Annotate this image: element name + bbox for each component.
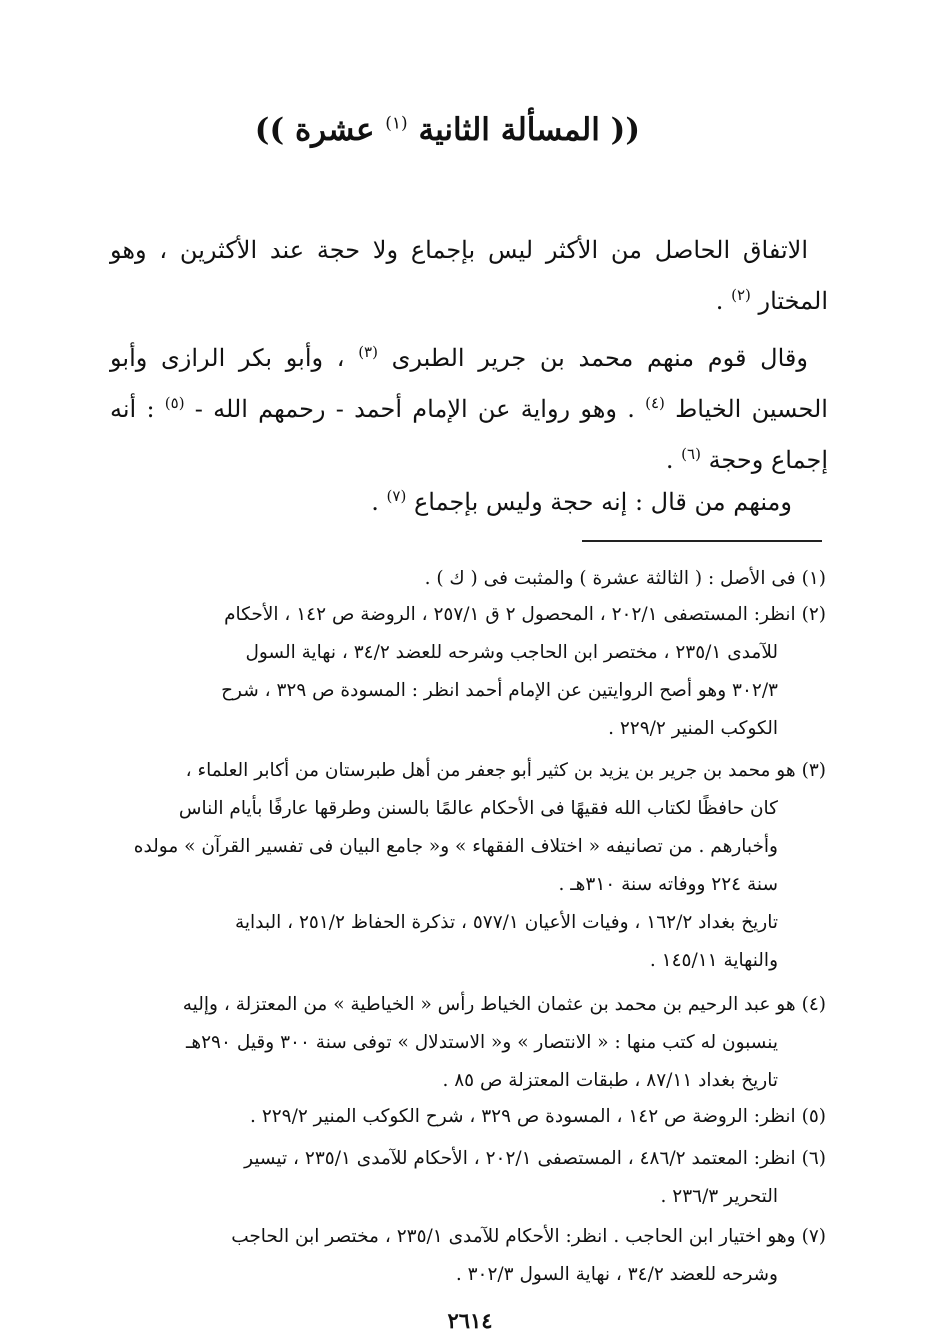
footnote-line: انظر: المعتمد ٤٨٦/٢ ، المستصفى ٢٠٢/١ ، الأحكام للآمدى ٢٣٥/١ ، تيسير <box>244 1148 796 1169</box>
paragraph-text-c: . وهو رواية عن الإمام أحمد - رحمهم الله - <box>194 395 635 423</box>
footnote-line: ينسبون له كتب منها : « الانتصار » و« الاستدلال » توفى سنة ٣٠٠ وقيل ٢٩٠هـ <box>185 1032 778 1053</box>
footnote-line: الكوكب المنير ٢٢٩/٢ . <box>608 718 778 739</box>
footnote-6 <box>110 1140 826 1216</box>
footnote-number: (٤) <box>801 994 826 1015</box>
footnote-line: تاريخ بغداد ١٦٢/٢ ، وفيات الأعيان ٥٧٧/١ ، تذكرة الحفاظ ٢٥١/٢ ، البداية <box>234 912 778 933</box>
body-paragraph-2 <box>110 330 828 483</box>
footnote-number: (٢) <box>801 604 826 625</box>
footnote-line: ٣٠٢/٣ وهو أصح الروايتين عن الإمام أحمد انظر : المسودة ص ٣٢٩ ، شرح <box>221 680 778 701</box>
paragraph-end: . <box>665 446 674 474</box>
paragraph-text: الاتفاق الحاصل من الأكثر ليس بإجماع ولا حجة عند الأكثرين ، وهو المختار <box>110 236 828 315</box>
title-open-paren: (( <box>610 112 640 148</box>
footnote-line: انظر: الروضة ص ١٤٢ ، المسودة ص ٣٢٩ ، شرح الكوكب المنير ٢٢٩/٢ . <box>250 1106 796 1127</box>
footnote-ref-4[interactable]: (٤) <box>645 394 665 412</box>
footnote-line: وأخبارهم . من تصانيفه « اختلاف الفقهاء » و« جامع البيان فى تفسير القرآن » مولده <box>133 836 778 857</box>
footnote-line: هو محمد بن جرير بن يزيد بن كثير أبو جعفر من أهل طبرستان من أكابر العلماء ، <box>185 760 796 781</box>
body-paragraph-1 <box>110 228 828 324</box>
paragraph-text: ومنهم من قال : إنه حجة وليس بإجماع <box>413 488 792 516</box>
footnote-number: (٧) <box>801 1226 826 1247</box>
body-paragraph-3 <box>110 474 792 525</box>
footnote-number: (٥) <box>801 1106 826 1127</box>
page-title <box>254 112 640 148</box>
footnote-4 <box>110 986 826 1100</box>
title-text-after: عشرة <box>294 112 375 148</box>
paragraph-text-b: ، وأبو بكر الرازى وأبو الحسين الخياط <box>110 344 828 423</box>
footnote-ref-6[interactable]: (٦) <box>681 445 701 463</box>
footnote-line: انظر: المستصفى ٢٠٢/١ ، المحصول ٢ ق ٢٥٧/١ ، الروضة ص ١٤٢ ، الأحكام <box>224 604 796 625</box>
footnote-ref-5[interactable]: (٥) <box>164 394 185 412</box>
footnote-7 <box>110 1218 826 1294</box>
footnote-line: فى الأصل : ( الثالثة عشرة ) والمثبت فى ( ك ) . <box>424 568 796 589</box>
footnote-line: والنهاية ١٤٥/١١ . <box>649 950 778 971</box>
footnote-5 <box>110 1098 826 1136</box>
page-number: ٢٦١٤ <box>447 1308 493 1333</box>
title-footnote-ref[interactable]: (١) <box>385 113 408 134</box>
paragraph-text-a: وقال قوم منهم محمد بن جرير الطبرى <box>391 344 808 372</box>
footnote-divider <box>582 540 822 542</box>
footnote-line: وهو اختيار ابن الحاجب . انظر: الأحكام للآمدى ٢٣٥/١ ، مختصر ابن الحاجب <box>231 1226 796 1247</box>
title-text-before: المسألة الثانية <box>418 112 600 148</box>
paragraph-text-d: : أنه إجماع وحجة <box>110 395 828 474</box>
footnote-line: تاريخ بغداد ٨٧/١١ ، طبقات المعتزلة ص ٨٥ . <box>442 1070 778 1091</box>
footnote-ref-2[interactable]: (٢) <box>731 286 751 304</box>
footnote-1 <box>110 560 826 598</box>
footnote-number: (٣) <box>801 760 826 781</box>
footnote-line: وشرحه للعضد ٣٤/٢ ، نهاية السول ٣٠٢/٣ . <box>455 1264 778 1285</box>
footnote-ref-3[interactable]: (٣) <box>358 343 378 361</box>
footnote-2 <box>110 596 826 748</box>
title-close-paren: )) <box>254 112 285 148</box>
paragraph-end: . <box>371 488 379 516</box>
footnote-line: للآمدى ٢٣٥/١ ، مختصر ابن الحاجب وشرحه للعضد ٣٤/٢ ، نهاية السول <box>245 642 778 663</box>
footnote-ref-7[interactable]: (٧) <box>386 487 407 505</box>
footnote-line: كان حافظًا لكتاب الله فقيهًا فى الأحكام عالمًا بالسنن وطرقها عارفًا بأيام الناس <box>178 798 778 819</box>
footnote-number: (٦) <box>801 1148 826 1169</box>
footnote-line: هو عبد الرحيم بن محمد بن عثمان الخياط رأس « الخياطية » من المعتزلة ، وإليه <box>182 994 796 1015</box>
paragraph-end: . <box>715 287 724 315</box>
footnote-line: سنة ٢٢٤ ووفاته سنة ٣١٠هـ . <box>558 874 778 895</box>
footnote-number: (١) <box>801 568 826 589</box>
footnote-3 <box>110 752 826 980</box>
footnote-line: التحرير ٢٣٦/٣ . <box>660 1186 778 1207</box>
